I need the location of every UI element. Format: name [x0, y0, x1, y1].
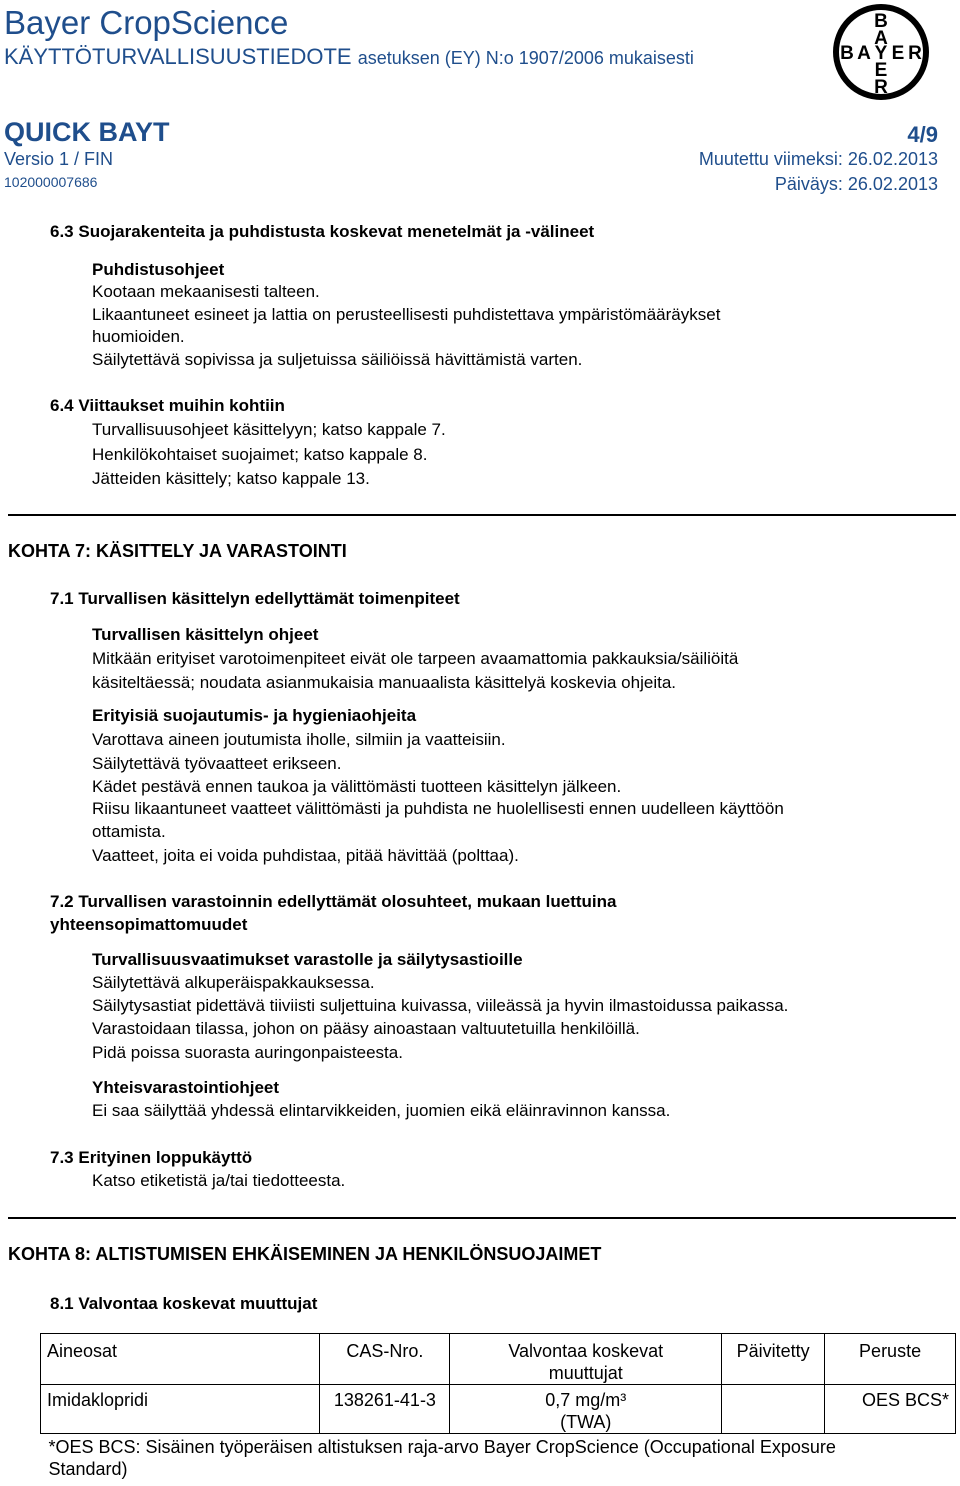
table-footnote: *OES BCS: Sisäinen työperäisen altistuksen raja-arvo Bayer CropScience (Occupational Exposure Standard)	[48, 1437, 836, 1479]
regulation-label: asetuksen (EY) N:o 1907/2006 mukaisesti	[357, 48, 694, 68]
logo-letter: B	[874, 11, 888, 32]
version-label: Versio 1 / FIN	[4, 149, 114, 169]
logo-letter: R	[874, 77, 888, 98]
section-8-1-title: 8.1 Valvontaa koskevat muuttujat	[50, 1294, 318, 1313]
table-row	[41, 1385, 956, 1434]
body-line: Kootaan mekaanisesti talteen.	[92, 282, 320, 301]
issue-date: Päiväys: 26.02.2013	[774, 174, 938, 194]
section-7-1-title: 7.1 Turvallisen käsittelyn edellyttämät toimenpiteet	[50, 589, 460, 608]
body-line: Pidä poissa suorasta auringonpaisteesta.	[92, 1043, 403, 1062]
section-6-3-subheading: Puhdistusohjeet	[92, 260, 225, 279]
body-line: Kädet pestävä ennen taukoa ja välittömästi tuotteen käsittelyn jälkeen.	[92, 777, 622, 796]
body-line: käsiteltäessä; noudata asianmukaisia manuaalista käsittelyä koskevia ohjeita.	[92, 673, 676, 692]
table-cell: Imidaklopridi	[41, 1385, 320, 1434]
body-line: Mitkään erityiset varotoimenpiteet eivät ole tarpeen avaamattomia pakkauksia/säiliöitä	[92, 649, 739, 668]
body-line: Varottava aineen joutumista iholle, silmiin ja vaatteisiin.	[92, 730, 506, 749]
logo-letter: E	[891, 43, 905, 64]
exposure-limits-table	[40, 1333, 956, 1482]
body-line: Jätteiden käsittely; katso kappale 13.	[92, 469, 370, 488]
section-7-1-subheading: Turvallisen käsittelyn ohjeet	[92, 625, 319, 644]
body-line: Ei saa säilyttää yhdessä elintarvikkeiden, juomien eikä eläinravinnon kanssa.	[92, 1101, 671, 1120]
page-number: 4/9	[907, 122, 938, 147]
table-cell: 138261-41-3	[320, 1385, 450, 1434]
body-line: Henkilökohtaiset suojaimet; katso kappale 8.	[92, 445, 428, 464]
table-header-cell: Peruste	[825, 1334, 956, 1385]
body-line: Turvallisuusohjeet käsittelyyn; katso kappale 7.	[92, 420, 446, 439]
section-divider	[8, 1217, 956, 1219]
logo-letter: B	[840, 43, 854, 64]
product-name: QUICK BAYT	[4, 117, 170, 147]
body-line: Säilytysastiat pidettävä tiiviisti suljettuina kuivassa, viileässä ja hyvin ilmastoidussa paikassa.	[92, 996, 789, 1015]
revised-date: Muutettu viimeksi: 26.02.2013	[698, 149, 938, 169]
logo-letter: A	[874, 28, 888, 49]
body-line: Säilytettävä työvaatteet erikseen.	[92, 754, 342, 773]
bayer-logo	[832, 2, 930, 102]
section-divider	[8, 514, 956, 516]
section-7-2-title-cont: yhteensopimattomuudet	[50, 915, 248, 934]
logo-letter: R	[908, 43, 922, 64]
body-line: Riisu likaantuneet vaatteet välittömästi ja puhdista ne huolellisesti ennen uudelleen käyttöön	[92, 799, 784, 818]
table-cell	[722, 1385, 825, 1434]
section-6-4-title: 6.4 Viittaukset muihin kohtiin	[50, 396, 285, 415]
table-header-cell: Aineosat	[41, 1334, 320, 1385]
document-type	[4, 44, 694, 70]
section-6-3-title: 6.3 Suojarakenteita ja puhdistusta koskevat menetelmät ja -välineet	[50, 222, 595, 241]
section-7-heading: KOHTA 7: KÄSITTELY JA VARASTOINTI	[8, 541, 347, 561]
table-header-cell: CAS-Nro.	[320, 1334, 450, 1385]
body-line: ottamista.	[92, 822, 166, 841]
logo-letter: Y	[874, 43, 888, 64]
doc-type-label: KÄYTTÖTURVALLISUUSTIEDOTE	[4, 44, 352, 69]
body-line: Säilytettävä sopivissa ja suljetuissa säiliöissä hävittämistä varten.	[92, 350, 583, 369]
section-7-1-subheading: Erityisiä suojautumis- ja hygieniaohjeita	[92, 706, 417, 725]
body-line: Katso etiketistä ja/tai tiedotteesta.	[92, 1171, 346, 1190]
table-cell: 0,7 mg/m³ (TWA)	[450, 1385, 722, 1434]
body-line: Säilytettävä alkuperäispakkauksessa.	[92, 973, 375, 992]
section-8-heading: KOHTA 8: ALTISTUMISEN EHKÄISEMINEN JA HENKILÖNSUOJAIMET	[8, 1244, 602, 1264]
table-header-row	[41, 1334, 956, 1385]
section-7-2-title: 7.2 Turvallisen varastoinnin edellyttämät olosuhteet, mukaan luettuina	[50, 892, 617, 911]
section-7-2-subheading: Turvallisuusvaatimukset varastolle ja säilytysastioille	[92, 950, 523, 969]
body-line: Varastoidaan tilassa, johon on pääsy ainoastaan valtuutetuilla henkilöillä.	[92, 1019, 640, 1038]
table-footnote-row	[41, 1434, 956, 1483]
company-name: Bayer CropScience	[4, 4, 289, 41]
table-header-cell: Valvontaa koskevat muuttujat	[450, 1334, 722, 1385]
section-7-3-title: 7.3 Erityinen loppukäyttö	[50, 1148, 253, 1167]
section-7-2-subheading: Yhteisvarastointiohjeet	[92, 1078, 280, 1097]
table-cell: OES BCS*	[825, 1385, 956, 1434]
body-line: Vaatteet, joita ei voida puhdistaa, pitää hävittää (polttaa).	[92, 846, 519, 865]
logo-letter: E	[874, 60, 888, 81]
logo-letter: A	[857, 43, 871, 64]
document-number: 102000007686	[4, 174, 98, 190]
table-header-cell: Päivitetty	[722, 1334, 825, 1385]
body-line: huomioiden.	[92, 327, 185, 346]
body-line: Likaantuneet esineet ja lattia on perusteellisesti puhdistettava ympäristömääräykset	[92, 305, 721, 324]
